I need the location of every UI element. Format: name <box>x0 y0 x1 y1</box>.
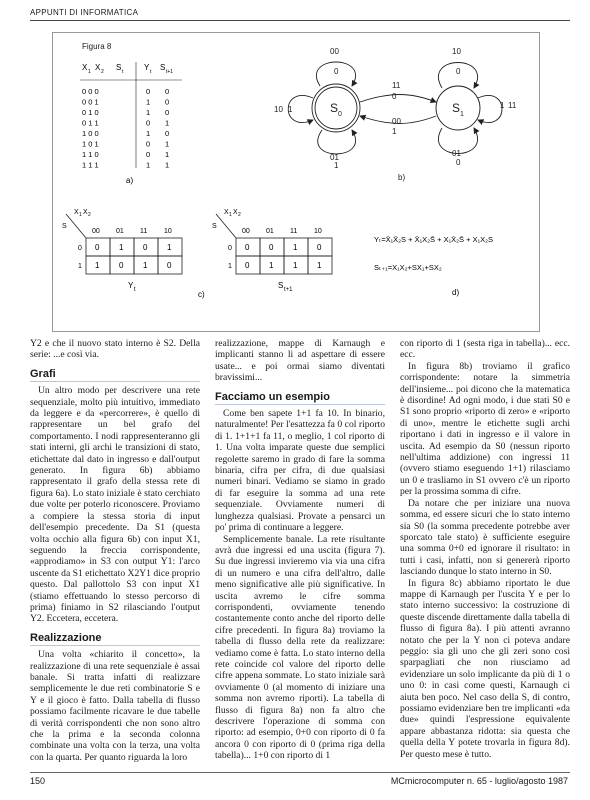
edge-label: 00 <box>330 47 339 56</box>
state-s1-label: S <box>452 101 461 115</box>
header-x2: X <box>95 63 101 72</box>
kmap-value: 0 <box>245 243 250 252</box>
paragraph: Semplicemente banale. La rete risultante avrà due ingressi ed una uscita (figura 7). Su due ingressi invieremo via via una cifra di un numero e una cifra dell'altro, dalle meno significative alle più significative. In uscita avremo le cifre somma corrispondenti, ovviamente tenendo costantemente conto anche del riporto delle cifre precedenti. In figura 8a) troviamo la tabella di flusso della rete da realizzare: vediamo come è fatta. Lo stato interno della rete coincide col valore del riporto delle cifre appena sommate. Lo stato iniziale sarà ovviamente 0 (al momento di iniziare una somma non avremo riporti). La tabella di flusso di figura 8a) non fa altro che descrivere l'operazione di somma con riporto: ad esempio, 0+0 con riporto di 0 fa ancora 0 con riporto di 0 (prima riga della tabella)... 1+0 con riporto di 1 <box>215 533 385 762</box>
kmap-value: 0 <box>317 243 322 252</box>
kmap-value: 0 <box>167 261 172 270</box>
column-3 <box>400 338 570 760</box>
column-1 <box>30 338 200 763</box>
header-y-sub: t <box>150 69 152 75</box>
kmap-col-header: 00 <box>242 228 250 235</box>
edge-output: 1 <box>334 161 339 170</box>
paragraph: Y2 e che il nuovo stato interno è S2. Della serie: ...e così via. <box>30 338 200 361</box>
kmap-row-header: 1 <box>78 263 82 270</box>
paragraph: Come ben sapete 1+1 fa 10. In binario, naturalmente! Per l'esattezza fa 0 col riporto di 1. 1+1+1 fa 11, o meglio, 1 col riporto di 1. Una volta imparate queste due semplici regolette saremo in grado di fare la somma binaria, cifra per cifra, di due qualsiasi numeri binari. Vediamo se siamo in grado di far eseguire la somma ad una rete sequenziale. Ovviamente numeri di lunghezza qualsiasi. Provate a pensarci un po' prima di continuare a leggere. <box>215 408 385 534</box>
paragraph: Un altro modo per descrivere una rete sequenziale, molto più intuitivo, immediato da leggere e da «percorrere», è quello di rappresentare un bel grafo del comportamento. I nodi rappresenteranno gli stati interni, gli archi le transizioni di stato, etichettate dal dato in ingresso e dall'output generato. In figura 6b) abbiamo rappresentato il grafo della stessa rete di figura 6a). Lo stato iniziale è stato cerchiato due volte per poterlo riconoscere. Proviamo a compiere la stessa storia di input dell'esempio precedente. Da S1 (questa volta occhio alla figura 6b) con input X1, seguendo la freccia corrispondente, «approdiamo» in S3 con output Y1: l'arco uscente da S1 etichettato X2Y1 dice proprio questo. Dal pallottolo S3 con input X1 (stiamo effettuando lo stesso percorso di prima) finiamo in S2 rilasciando l'output Y2. Eccetera, eccetera. <box>30 385 200 625</box>
section-heading-realizzazione: Realizzazione <box>30 633 200 646</box>
edge-output: 0 <box>392 92 397 101</box>
kmap-output-sub: t+1 <box>284 287 293 293</box>
edge-output: 0 <box>456 158 461 167</box>
paragraph: In figura 8b) troviamo il grafico corrispondente: notare la simmetria dell'insieme... poi dicono che la matematica è disordine! Ad ogni modo, i due stati S0 e S1 sono proprio «riporto di zero» e «riporto di uno», mentre le etichette sugli archi riportano i dati in ingresso e il valore in uscita. Ad esempio da S0 (nessun riporto nell'ultima addizione) con ingressi 11 (ovvero stiamo eseguendo 1+1) rilasciamo un 0 e trasliamo in S1 ovvero c'è un riporto per la prossima somma di cifre. <box>400 360 570 498</box>
kmap-state-label: S <box>212 223 217 230</box>
table-cell: 1 0 1 <box>82 139 99 149</box>
table-cell: 1 1 0 <box>82 150 99 159</box>
column-2 <box>215 338 385 762</box>
kmap-col-header: 11 <box>290 228 298 235</box>
kmap-x2-label: X <box>233 209 238 216</box>
edge-output: 0 <box>334 67 339 76</box>
header-snext-sub: t+1 <box>166 69 174 75</box>
equation-y: Yₜ=X̄₁X̄₂S + X̄₁X₂S̄ + X₁X̄₂S̄ + X₁X₂S <box>374 235 494 244</box>
table-cell: 0 1 0 <box>82 108 99 117</box>
table-cell: 0 <box>146 139 151 149</box>
kmap-output-label: Y <box>128 281 134 290</box>
header-x1-sub: 1 <box>88 69 91 75</box>
flow-table-rows <box>82 87 169 170</box>
edge-label: 00 <box>392 117 401 126</box>
header-s-sub: t <box>122 69 124 75</box>
edge-label: 10 <box>452 47 461 56</box>
kmap-value: 1 <box>95 261 100 270</box>
edge-output: 0 <box>456 67 461 76</box>
kmap-state-label: S <box>62 223 67 230</box>
table-cell: 1 <box>146 129 151 138</box>
kmap-col-header: 10 <box>164 228 172 235</box>
table-cell: 1 <box>165 160 170 170</box>
page-number: 150 <box>30 776 46 786</box>
kmap-value: 1 <box>167 243 172 252</box>
kmap-row-header: 0 <box>78 245 82 252</box>
header-y: Y <box>144 63 150 72</box>
table-cell: 0 <box>146 87 151 96</box>
kmap-col-header: 10 <box>314 228 322 235</box>
kmap-output-sub: t <box>134 287 136 293</box>
kmap-value: 0 <box>245 261 250 270</box>
label-d: d) <box>452 288 460 297</box>
table-cell: 1 <box>165 150 170 159</box>
karnaugh-map-y <box>62 209 182 293</box>
kmap-col-header: 01 <box>116 228 124 235</box>
table-cell: 1 <box>146 160 151 170</box>
section-heading-grafi: Grafi <box>30 369 200 382</box>
kmap-col-header: 01 <box>266 228 274 235</box>
kmap-value: 0 <box>95 243 100 252</box>
table-cell: 1 0 0 <box>82 129 99 138</box>
table-cell: 0 <box>165 87 170 96</box>
header-x2-sub: 2 <box>101 69 104 75</box>
kmap-value: 1 <box>293 261 298 270</box>
table-cell: 0 <box>165 129 170 138</box>
table-cell: 1 <box>165 139 170 149</box>
kmap-value: 1 <box>269 261 274 270</box>
state-graph <box>288 62 502 154</box>
kmap-value: 1 <box>143 261 148 270</box>
table-cell: 1 <box>165 118 170 128</box>
table-cell: 0 <box>165 97 170 107</box>
state-s1-sub: 1 <box>460 111 464 118</box>
header-s: S <box>116 63 122 72</box>
kmap-x1-label: X <box>74 209 79 216</box>
table-cell: 1 <box>146 108 151 117</box>
kmap-row-header: 1 <box>228 263 232 270</box>
paragraph: In figura 8c) abbiamo riportato le due mappe di Karnaugh per l'uscita Y e per lo stato interno successivo: la costruzione di queste discende direttamente dalla tabella di flusso di figura 8a). I più attenti avranno notato che per la Y non ci poteva andare peggio: sia gli uno che gli zeri sono così sparpagliati che non riusciamo ad evidenziare un solo implicante da più di 1 o uno 0: in casi come questi, Karnaugh ci aiuta ben poco. Nel caso della S, di contro, possiamo evidenziare ben tre implicanti «da due» quindi l'espressione equivalente appare abbastanza ridotta: sia questa che quella della Y potete trovarla in figura 8d). Per questo mese è tutto. <box>400 577 570 760</box>
edge-label: 01 <box>452 149 461 158</box>
table-cell: 0 0 1 <box>82 97 99 107</box>
kmap-x2-label: X <box>83 209 88 216</box>
edge-label: 11 <box>508 101 517 110</box>
kmap-x1-sub: 1 <box>229 212 232 218</box>
kmap-value: 1 <box>119 243 124 252</box>
edge-output: 1 <box>500 101 505 110</box>
footer-rule <box>30 772 570 773</box>
state-s0-sub: 0 <box>338 111 342 118</box>
equation-s: Sₜ₊₁=X₁X₂+SX₁+SX₂ <box>374 263 442 272</box>
edge-label: 01 <box>330 153 339 162</box>
edge-label: 11 <box>392 81 401 90</box>
kmap-x1-label: X <box>224 209 229 216</box>
table-cell: 0 <box>165 108 170 117</box>
table-cell: 0 <box>146 150 151 159</box>
kmap-row-header: 0 <box>228 245 232 252</box>
label-c: c) <box>198 290 205 299</box>
edge-label: 10 <box>274 105 283 114</box>
figure-title: Figura 8 <box>82 42 112 51</box>
kmap-x2-sub: 2 <box>238 212 241 218</box>
table-cell: 0 0 0 <box>82 87 99 96</box>
paragraph: Una volta «chiarito il concetto», la realizzazione di una rete sequenziale è assai banale. Si tratta infatti di realizzare semplicemente le due reti combinatorie S e Y e il gioco è fatto. Dalla tabella di flusso possiamo facilmente ricavare le due tabelle di verità corrispondenti che non sono altro che la prima e la seconda colonna combinate una volta con la terza, una volta con la quarta. Per quanto riguarda la loro <box>30 649 200 763</box>
label-a: a) <box>126 176 134 185</box>
table-cell: 0 <box>146 118 151 128</box>
edge-output: 1 <box>392 127 397 136</box>
kmap-x2-sub: 2 <box>88 212 91 218</box>
header-x1: X <box>82 63 88 72</box>
edge-output: 1 <box>288 105 293 114</box>
running-header: APPUNTI DI INFORMATICA <box>30 8 139 17</box>
kmap-value: 0 <box>143 243 148 252</box>
paragraph: realizzazione, mappe di Karnaugh e implicanti stanno lì ad aspettare di essere usate... e poi ormai siamo diventati bravissimi... <box>215 338 385 384</box>
kmap-x1-sub: 1 <box>79 212 82 218</box>
karnaugh-map-s <box>212 209 332 293</box>
kmap-output-label: S <box>278 281 284 290</box>
table-cell: 0 1 1 <box>82 118 99 128</box>
kmap-col-header: 00 <box>92 228 100 235</box>
kmap-value: 0 <box>269 243 274 252</box>
paragraph: con riporto di 1 (sesta riga in tabella)... ecc. ecc. <box>400 338 570 361</box>
kmap-col-header: 11 <box>140 228 148 235</box>
kmap-value: 1 <box>293 243 298 252</box>
magazine-info: MCmicrocomputer n. 65 - luglio/agosto 1987 <box>390 776 568 786</box>
label-b: b) <box>398 173 406 182</box>
table-cell: 1 1 1 <box>82 160 99 170</box>
table-cell: 1 <box>146 97 151 107</box>
kmap-value: 1 <box>317 261 322 270</box>
state-s0-label: S <box>330 101 339 115</box>
paragraph: Da notare che per iniziare una nuova somma, ed essere sicuri che lo stato interno sia S0 (la somma precedente potrebbe aver sporcato tale stato) è sufficiente eseguire una somma 0+0 ed ignorare il risultato: in tutti i casi, infatti, non si genererà riporto lasciando dunque lo stato interno in S0. <box>400 497 570 578</box>
figure-8-drawings <box>0 0 590 340</box>
kmap-value: 0 <box>119 261 124 270</box>
header-snext: S <box>160 63 166 72</box>
section-heading-esempio: Facciamo un esempio <box>215 392 385 405</box>
